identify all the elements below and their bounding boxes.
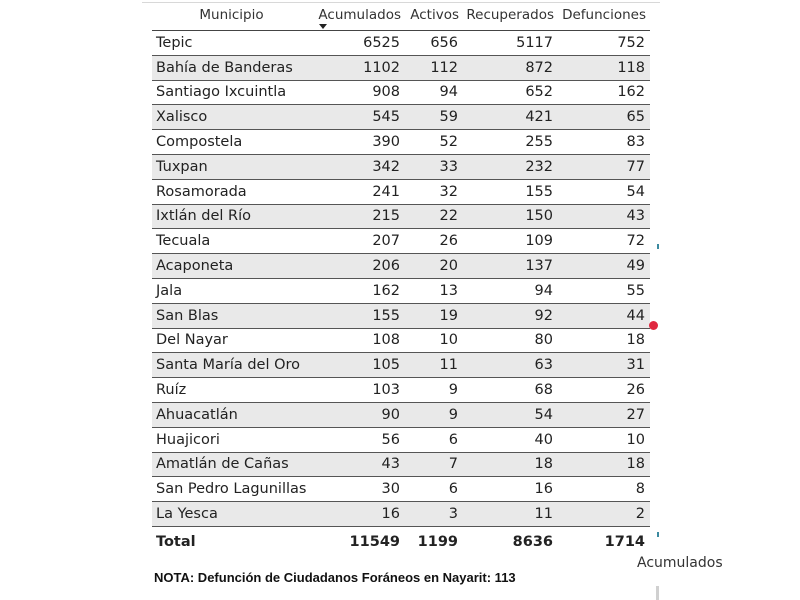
cell-acumulados: 105 [315,353,405,378]
cell-acumulados: 162 [315,278,405,303]
total-row [152,526,650,557]
table-row[interactable] [152,402,650,427]
cell-recuperados: 155 [463,179,558,204]
cell-recuperados: 94 [463,278,558,303]
cell-municipio: Bahía de Banderas [152,55,315,80]
cell-recuperados: 421 [463,105,558,130]
cell-municipio: Santiago Ixcuintla [152,80,315,105]
cell-recuperados: 232 [463,154,558,179]
table-row[interactable] [152,278,650,303]
total-label: Total [152,526,315,557]
cell-activos: 10 [405,328,463,353]
cell-recuperados: 255 [463,130,558,155]
cell-municipio: Ahuacatlán [152,402,315,427]
total-activos: 1199 [405,526,463,557]
cell-activos: 19 [405,303,463,328]
table-row[interactable] [152,427,650,452]
table-visual [142,0,723,600]
cell-acumulados: 43 [315,452,405,477]
table-row[interactable] [152,31,650,56]
cell-defunciones: 162 [558,80,650,105]
table-row[interactable] [152,378,650,403]
cell-municipio: Jala [152,278,315,303]
cell-acumulados: 6525 [315,31,405,56]
cell-recuperados: 68 [463,378,558,403]
cell-defunciones: 55 [558,278,650,303]
cell-municipio: La Yesca [152,502,315,527]
cell-recuperados: 63 [463,353,558,378]
cell-defunciones: 18 [558,452,650,477]
teal-marker-icon [657,244,659,249]
cell-defunciones: 31 [558,353,650,378]
cell-municipio: Tecuala [152,229,315,254]
cell-acumulados: 56 [315,427,405,452]
cell-defunciones: 118 [558,55,650,80]
cell-activos: 59 [405,105,463,130]
cell-activos: 32 [405,179,463,204]
cell-recuperados: 137 [463,254,558,279]
cell-activos: 20 [405,254,463,279]
cell-defunciones: 18 [558,328,650,353]
table-row[interactable] [152,130,650,155]
cell-recuperados: 5117 [463,31,558,56]
cell-municipio: Acaponeta [152,254,315,279]
total-defunciones: 1714 [558,526,650,557]
cell-recuperados: 54 [463,402,558,427]
cell-recuperados: 92 [463,303,558,328]
cell-acumulados: 342 [315,154,405,179]
cell-municipio: Tepic [152,31,315,56]
cell-municipio: Amatlán de Cañas [152,452,315,477]
teal-marker-icon [657,532,659,537]
table-row[interactable] [152,204,650,229]
cell-recuperados: 150 [463,204,558,229]
table-row[interactable] [152,303,650,328]
header-acumulados-label: Acumulados [318,7,401,23]
cell-defunciones: 752 [558,31,650,56]
municipios-table [152,0,650,557]
cell-activos: 33 [405,154,463,179]
cell-acumulados: 16 [315,502,405,527]
table-row[interactable] [152,80,650,105]
cell-acumulados: 155 [315,303,405,328]
cell-activos: 6 [405,427,463,452]
scrollbar-fragment[interactable] [656,586,659,600]
cell-recuperados: 16 [463,477,558,502]
cell-municipio: San Blas [152,303,315,328]
cell-recuperados: 11 [463,502,558,527]
cell-defunciones: 2 [558,502,650,527]
header-recuperados[interactable]: Recuperados [466,7,554,23]
red-dot-marker-icon [649,321,658,330]
cell-municipio: Del Nayar [152,328,315,353]
table-row[interactable] [152,154,650,179]
header-municipio[interactable]: Municipio [199,7,264,23]
cell-recuperados: 872 [463,55,558,80]
cell-acumulados: 545 [315,105,405,130]
cell-activos: 94 [405,80,463,105]
table-row[interactable] [152,477,650,502]
header-acumulados[interactable] [315,0,405,31]
cell-activos: 656 [405,31,463,56]
cell-acumulados: 206 [315,254,405,279]
table-row[interactable] [152,353,650,378]
cell-recuperados: 80 [463,328,558,353]
cell-defunciones: 72 [558,229,650,254]
cell-recuperados: 652 [463,80,558,105]
cell-defunciones: 26 [558,378,650,403]
cell-activos: 112 [405,55,463,80]
cell-activos: 6 [405,477,463,502]
header-defunciones[interactable]: Defunciones [562,7,646,23]
cell-recuperados: 40 [463,427,558,452]
table-header-row [152,0,650,31]
cell-activos: 9 [405,378,463,403]
table-row[interactable] [152,254,650,279]
cell-defunciones: 8 [558,477,650,502]
cell-municipio: Huajicori [152,427,315,452]
cell-defunciones: 49 [558,254,650,279]
cell-activos: 22 [405,204,463,229]
cell-acumulados: 108 [315,328,405,353]
cell-activos: 7 [405,452,463,477]
cell-activos: 3 [405,502,463,527]
cropped-axis-label: Acumulados [637,555,723,571]
footnote: NOTA: Defunción de Ciudadanos Foráneos en Nayarit: 113 [154,570,516,585]
cell-municipio: Xalisco [152,105,315,130]
cell-acumulados: 103 [315,378,405,403]
cell-activos: 13 [405,278,463,303]
cell-municipio: Rosamorada [152,179,315,204]
cell-acumulados: 30 [315,477,405,502]
cell-activos: 9 [405,402,463,427]
cell-acumulados: 908 [315,80,405,105]
cell-defunciones: 83 [558,130,650,155]
cell-recuperados: 18 [463,452,558,477]
cell-activos: 26 [405,229,463,254]
cell-acumulados: 241 [315,179,405,204]
cell-municipio: Ixtlán del Río [152,204,315,229]
cell-municipio: Compostela [152,130,315,155]
table-row[interactable] [152,452,650,477]
cell-acumulados: 390 [315,130,405,155]
table-row[interactable] [152,502,650,527]
cell-municipio: San Pedro Lagunillas [152,477,315,502]
cell-recuperados: 109 [463,229,558,254]
table-row[interactable] [152,229,650,254]
cell-defunciones: 43 [558,204,650,229]
total-acumulados: 11549 [315,526,405,557]
table-body [152,31,650,527]
cell-defunciones: 54 [558,179,650,204]
sort-descending-icon[interactable] [319,24,327,29]
cell-acumulados: 90 [315,402,405,427]
table-row[interactable] [152,55,650,80]
table-row[interactable] [152,179,650,204]
cell-activos: 11 [405,353,463,378]
cell-defunciones: 77 [558,154,650,179]
cell-municipio: Ruíz [152,378,315,403]
cell-defunciones: 44 [558,303,650,328]
cell-defunciones: 27 [558,402,650,427]
cell-defunciones: 10 [558,427,650,452]
cell-acumulados: 215 [315,204,405,229]
header-activos[interactable]: Activos [410,7,459,23]
table-row[interactable] [152,328,650,353]
cell-defunciones: 65 [558,105,650,130]
total-recuperados: 8636 [463,526,558,557]
cell-acumulados: 1102 [315,55,405,80]
cell-municipio: Santa María del Oro [152,353,315,378]
cell-municipio: Tuxpan [152,154,315,179]
cell-acumulados: 207 [315,229,405,254]
cell-activos: 52 [405,130,463,155]
table-row[interactable] [152,105,650,130]
